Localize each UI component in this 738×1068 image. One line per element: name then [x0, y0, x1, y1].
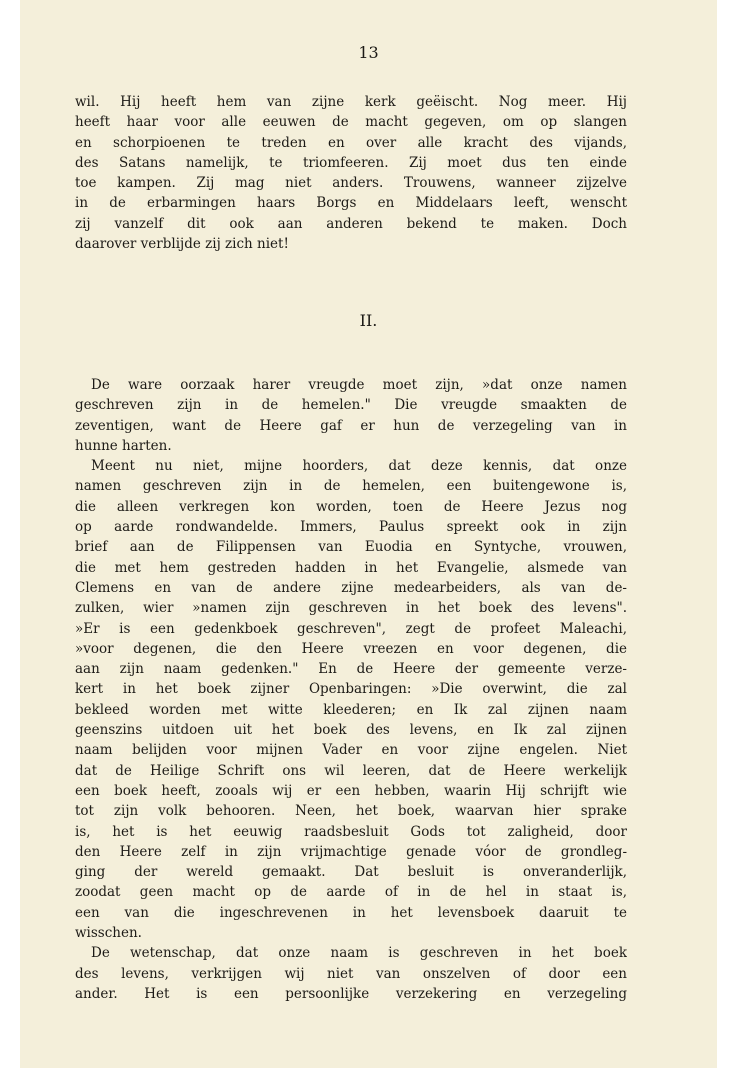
- text-line: die met hem gestreden hadden in het Evangelie, alsmede van: [75, 559, 627, 576]
- text-line: Clemens en van de andere zijne medearbeiders, als van de-: [75, 579, 627, 596]
- text-line: dat de Heilige Schrift ons wil leeren, dat de Heere werkelijk: [75, 762, 627, 779]
- text-line: zoodat geen macht op de aarde of in de hel in staat is,: [75, 884, 627, 901]
- paragraph-4: [75, 943, 627, 1004]
- text-line: namen geschreven zijn in de hemelen, een buitengewone is,: [75, 478, 627, 495]
- paragraph-2: [75, 375, 627, 456]
- text-line: daarover verblijde zij zich niet!: [75, 236, 289, 253]
- text-line: den Heere zelf in zijn vrijmachtige genade vóor de grondleg-: [75, 843, 627, 860]
- text-line: een boek heeft, zooals wij er een hebben, waarin Hij schrijft wie: [75, 782, 627, 799]
- text-line: hunne harten.: [75, 437, 172, 454]
- body-text: [75, 375, 627, 1004]
- text-line: Meent nu niet, mijne hoorders, dat deze kennis, dat onze: [91, 458, 627, 475]
- paragraph-3: [75, 456, 627, 943]
- text-line: kert in het boek zijner Openbaringen: »Die overwint, die zal: [75, 681, 627, 698]
- text-line: des Satans namelijk, te triomfeeren. Zij moet dus ten einde: [75, 154, 627, 171]
- text-line: wisschen.: [75, 925, 142, 942]
- text-line: »Er is een gedenkboek geschreven", zegt de profeet Maleachi,: [75, 620, 627, 637]
- text-line: is, het is het eeuwig raadsbesluit Gods tot zaligheid, door: [75, 823, 627, 840]
- text-line: op aarde rondwandelde. Immers, Paulus spreekt ook in zijn: [75, 519, 627, 536]
- text-line: tot zijn volk behooren. Neen, het boek, waarvan hier sprake: [75, 803, 627, 820]
- text-line: De wetenschap, dat onze naam is geschreven in het boek: [91, 945, 627, 962]
- text-line: en schorpioenen te treden en over alle kracht des vijands,: [75, 134, 627, 151]
- text-line: zeventigen, want de Heere gaf er hun de verzegeling van in: [75, 417, 627, 434]
- section-heading: II.: [359, 311, 378, 330]
- text-line: een van die ingeschrevenen in het levensboek daaruit te: [75, 904, 627, 921]
- text-line: aan zijn naam gedenken." En de Heere der gemeente verze-: [75, 661, 627, 678]
- text-line: wil. Hij heeft hem van zijne kerk geëischt. Nog meer. Hij: [75, 94, 627, 110]
- text-line: naam belijden voor mijnen Vader en voor zijne engelen. Niet: [75, 742, 627, 759]
- text-line: ging der wereld gemaakt. Dat besluit is onveranderlijk,: [75, 864, 627, 881]
- text-line: zulken, wier »namen zijn geschreven in het boek des levens".: [75, 600, 627, 617]
- text-line: geenszins uitdoen uit het boek des levens, en Ik zal zijnen: [75, 722, 627, 739]
- book-page: [20, 0, 717, 1068]
- paragraph-1: [75, 92, 627, 254]
- text-line: »voor degenen, die den Heere vreezen en voor degenen, die: [75, 640, 627, 657]
- text-line: bekleed worden met witte kleederen; en Ik zal zijnen naam: [75, 701, 627, 718]
- text-line: die alleen verkregen kon worden, toen de Heere Jezus nog: [75, 498, 627, 515]
- page-number: 13: [358, 43, 379, 62]
- text-line: ander. Het is een persoonlijke verzekering en verzegeling: [75, 985, 627, 1002]
- text-line: des levens, verkrijgen wij niet van onszelven of door een: [75, 965, 627, 982]
- text-line: heeft haar voor alle eeuwen de macht gegeven, om op slangen: [75, 114, 627, 131]
- text-line: geschreven zijn in de hemelen." Die vreugde smaakten de: [75, 397, 627, 414]
- text-line: zij vanzelf dit ook aan anderen bekend te maken. Doch: [75, 215, 627, 232]
- text-line: brief aan de Filippensen van Euodia en Syntyche, vrouwen,: [75, 539, 627, 556]
- text-line: De ware oorzaak harer vreugde moet zijn, »dat onze namen: [91, 377, 627, 393]
- text-line: toe kampen. Zij mag niet anders. Trouwens, wanneer zijzelve: [75, 175, 627, 192]
- text-line: in de erbarmingen haars Borgs en Middelaars leeft, wenscht: [75, 195, 627, 212]
